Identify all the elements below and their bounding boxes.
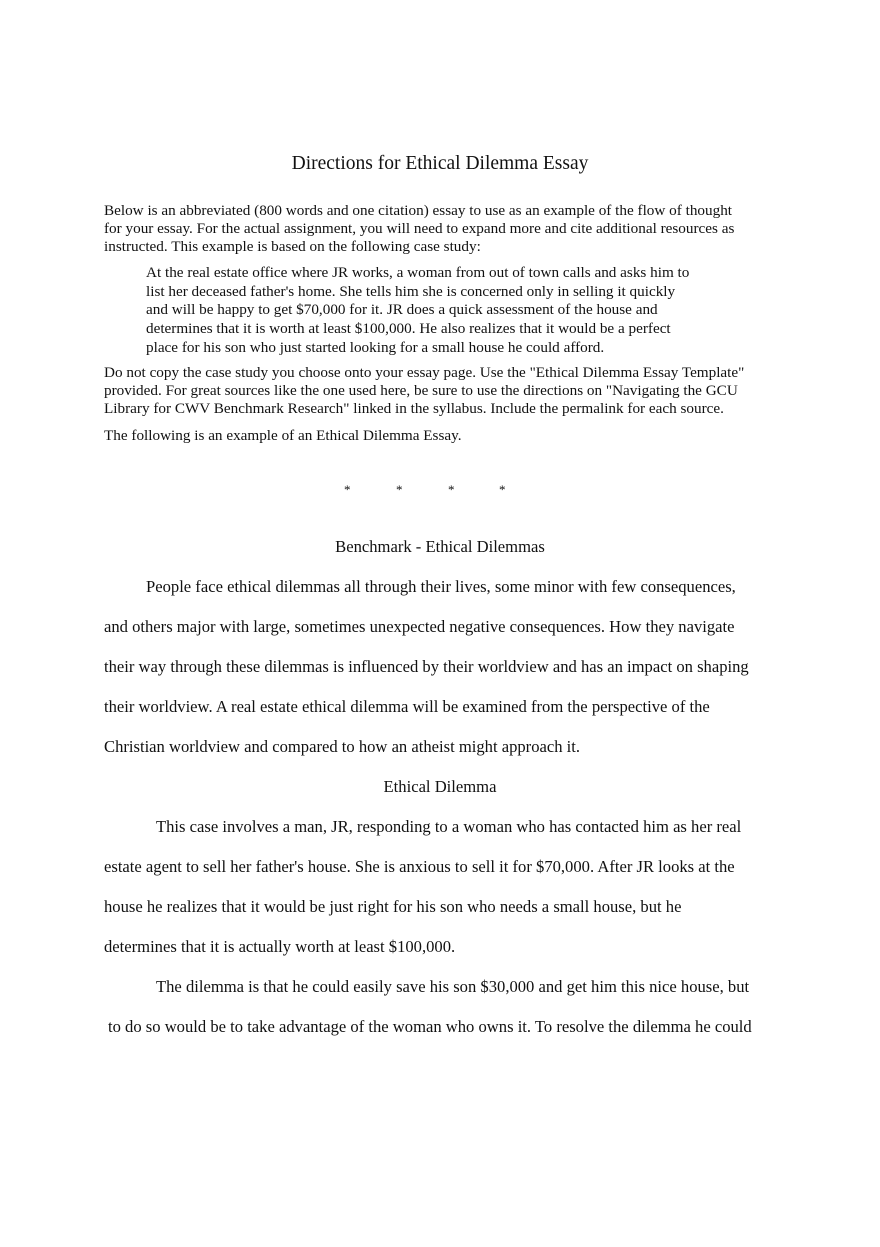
- separator-star: *: [344, 482, 351, 497]
- intro-line: instructed. This example is based on the following case study:: [104, 238, 481, 255]
- case-study-line: and will be happy to get $70,000 for it. JR does a quick assessment of the house and: [146, 301, 658, 318]
- essay-intro-line: their worldview. A real estate ethical dilemma will be examined from the perspective of the: [104, 697, 710, 716]
- separator-star: *: [499, 482, 506, 497]
- essay-heading: Benchmark - Ethical Dilemmas: [335, 537, 545, 556]
- case-study-line: At the real estate office where JR works, a woman from out of town calls and asks him to: [146, 264, 690, 281]
- separator-star: *: [396, 482, 403, 497]
- essay-intro-line: and others major with large, sometimes unexpected negative consequences. How they navigate: [104, 617, 735, 636]
- instruction-line: provided. For great sources like the one used here, be sure to use the directions on "Navigating the GCU: [104, 382, 738, 399]
- section-paragraph-line: determines that it is actually worth at least $100,000.: [104, 937, 456, 956]
- section-paragraph-line: This case involves a man, JR, responding to a woman who has contacted him as her real: [156, 817, 742, 836]
- section-paragraph-line: house he realizes that it would be just right for his son who needs a small house, but he: [104, 897, 682, 916]
- instruction-line: Do not copy the case study you choose onto your essay page. Use the "Ethical Dilemma Essay Template": [104, 364, 745, 381]
- section-paragraph-line: estate agent to sell her father's house. She is anxious to sell it for $70,000. After JR looks at the: [104, 857, 735, 876]
- example-line: The following is an example of an Ethical Dilemma Essay.: [104, 427, 462, 444]
- instruction-line: Library for CWV Benchmark Research" linked in the syllabus. Include the permalink for each source.: [104, 400, 724, 417]
- document-title: Directions for Ethical Dilemma Essay: [291, 153, 589, 174]
- intro-line: for your essay. For the actual assignment, you will need to expand more and cite additional resources as: [104, 220, 735, 237]
- case-study-line: place for his son who just started looking for a small house he could afford.: [146, 339, 605, 356]
- section-heading: Ethical Dilemma: [383, 777, 497, 796]
- section-paragraph-line: to do so would be to take advantage of the woman who owns it. To resolve the dilemma he could: [108, 1017, 752, 1036]
- essay-intro-line: People face ethical dilemmas all through their lives, some minor with few consequences,: [146, 577, 736, 596]
- essay-intro-line: Christian worldview and compared to how an atheist might approach it.: [104, 737, 581, 756]
- intro-line: Below is an abbreviated (800 words and one citation) essay to use as an example of the flow of thought: [104, 202, 733, 219]
- case-study-line: determines that it is worth at least $100,000. He also realizes that it would be a perfect: [146, 320, 671, 337]
- separator-star: *: [448, 482, 455, 497]
- essay-intro-line: their way through these dilemmas is influenced by their worldview and has an impact on shaping: [104, 657, 749, 676]
- section-paragraph-line: The dilemma is that he could easily save his son $30,000 and get him this nice house, but: [156, 977, 750, 996]
- case-study-line: list her deceased father's home. She tells him she is concerned only in selling it quickly: [146, 283, 676, 300]
- star-separator: [0, 483, 880, 497]
